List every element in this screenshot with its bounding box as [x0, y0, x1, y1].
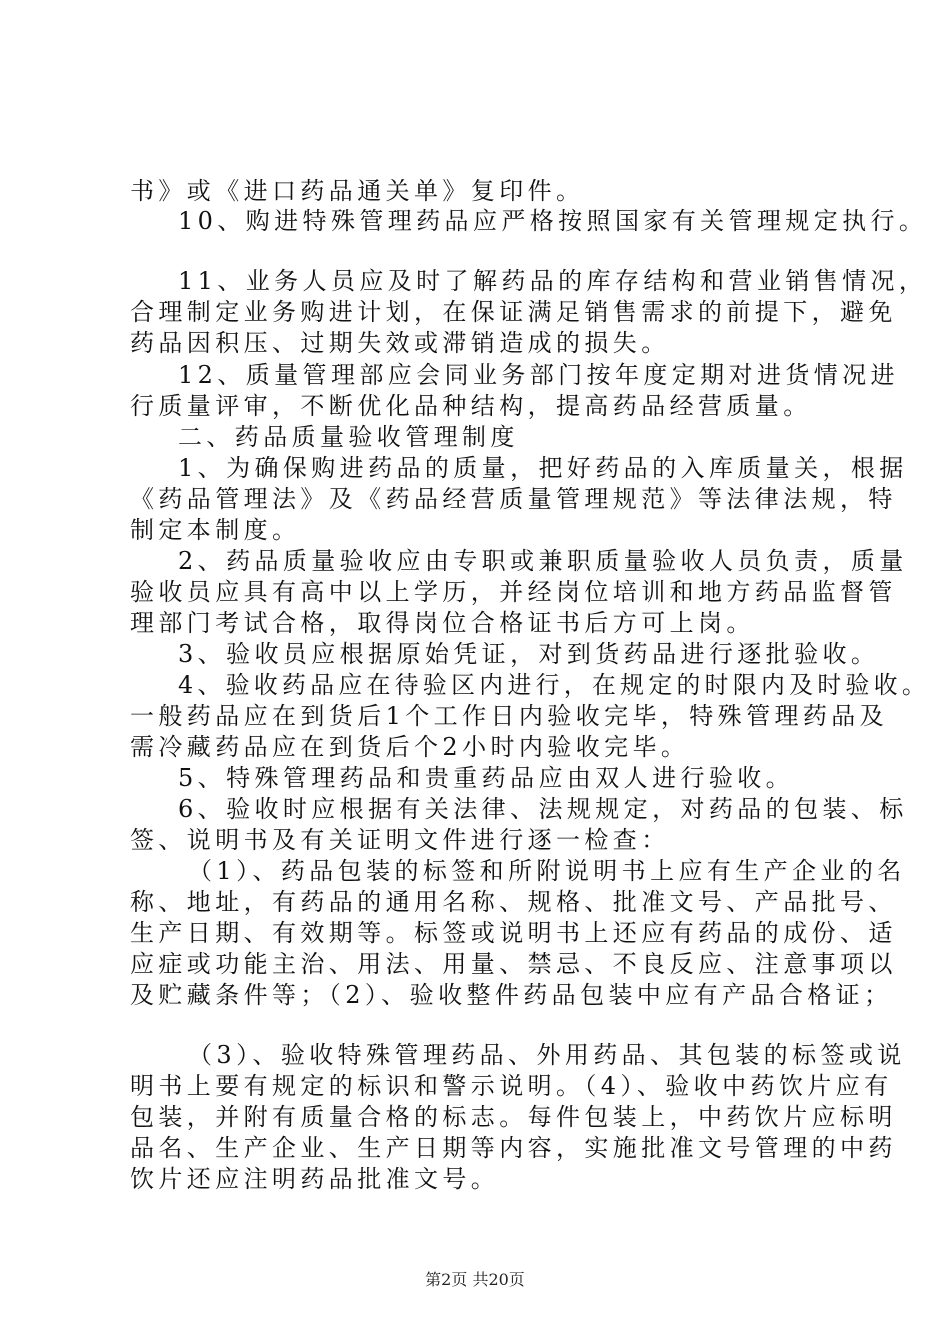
- text-line: 10、购进特殊管理药品应严格按照国家有关管理规定执行。: [178, 207, 928, 235]
- text-line: 应症或功能主治、用法、用量、禁忌、不良反应、注意事项以: [130, 950, 897, 978]
- text-line: 饮片还应注明药品批准文号。: [130, 1165, 500, 1193]
- text-line: （3）、验收特殊管理药品、外用药品、其包装的标签或说: [188, 1041, 906, 1069]
- text-line: 及贮藏条件等；（2）、验收整件药品包装中应有产品合格证；: [130, 981, 893, 1009]
- text-line: 需冷藏药品应在到货后个2小时内验收完毕。: [130, 733, 690, 761]
- text-line: 合理制定业务购进计划，在保证满足销售需求的前提下，避免: [130, 298, 897, 326]
- text-line: 1、为确保购进药品的质量，把好药品的入库质量关，根据: [178, 454, 908, 482]
- text-line: 明书上要有规定的标识和警示说明。（4）、验收中药饮片应有: [130, 1072, 893, 1100]
- text-line: 5、特殊管理药品和贵重药品应由双人进行验收。: [178, 764, 795, 792]
- section-heading: 二、药品质量验收管理制度: [178, 423, 519, 451]
- text-line: （1）、药品包装的标签和所附说明书上应有生产企业的名: [188, 857, 906, 885]
- text-line: 理部门考试合格，取得岗位合格证书后方可上岗。: [130, 609, 755, 637]
- text-line: 6、验收时应根据有关法律、法规规定，对药品的包装、标: [178, 795, 908, 823]
- text-line: 包装，并附有质量合格的标志。每件包装上，中药饮片应标明: [130, 1103, 897, 1131]
- text-line: 一般药品应在到货后1个工作日内验收完毕，特殊管理药品及: [130, 702, 889, 730]
- text-line: 书》或《进口药品通关单》复印件。: [130, 177, 585, 205]
- text-line: 行质量评审，不断优化品种结构，提高药品经营质量。: [130, 392, 812, 420]
- text-line: 4、验收药品应在待验区内进行，在规定的时限内及时验收。: [178, 671, 931, 699]
- text-line: 称、地址，有药品的通用名称、规格、批准文号、产品批号、: [130, 888, 897, 916]
- text-line: 2、药品质量验收应由专职或兼职质量验收人员负责，质量: [178, 547, 908, 575]
- text-line: 品名、生产企业、生产日期等内容，实施批准文号管理的中药: [130, 1134, 897, 1162]
- text-line: 3、验收员应根据原始凭证，对到货药品进行逐批验收。: [178, 640, 880, 668]
- text-line: 12、质量管理部应会同业务部门按年度定期对进货情况进: [178, 361, 899, 389]
- text-line: 生产日期、有效期等。标签或说明书上还应有药品的成份、适: [130, 919, 897, 947]
- text-line: 药品因积压、过期失效或滞销造成的损失。: [130, 329, 670, 357]
- text-line: 验收员应具有高中以上学历，并经岗位培训和地方药品监督管: [130, 578, 897, 606]
- text-line: 《药品管理法》及《药品经营质量管理规范》等法律法规，特: [130, 485, 897, 513]
- text-line: 11、业务人员应及时了解药品的库存结构和营业销售情况，: [178, 267, 928, 295]
- page-number-footer: 第2页 共20页: [425, 1270, 525, 1289]
- text-line: 签、说明书及有关证明文件进行逐一检查：: [130, 826, 670, 854]
- text-line: 制定本制度。: [130, 516, 301, 544]
